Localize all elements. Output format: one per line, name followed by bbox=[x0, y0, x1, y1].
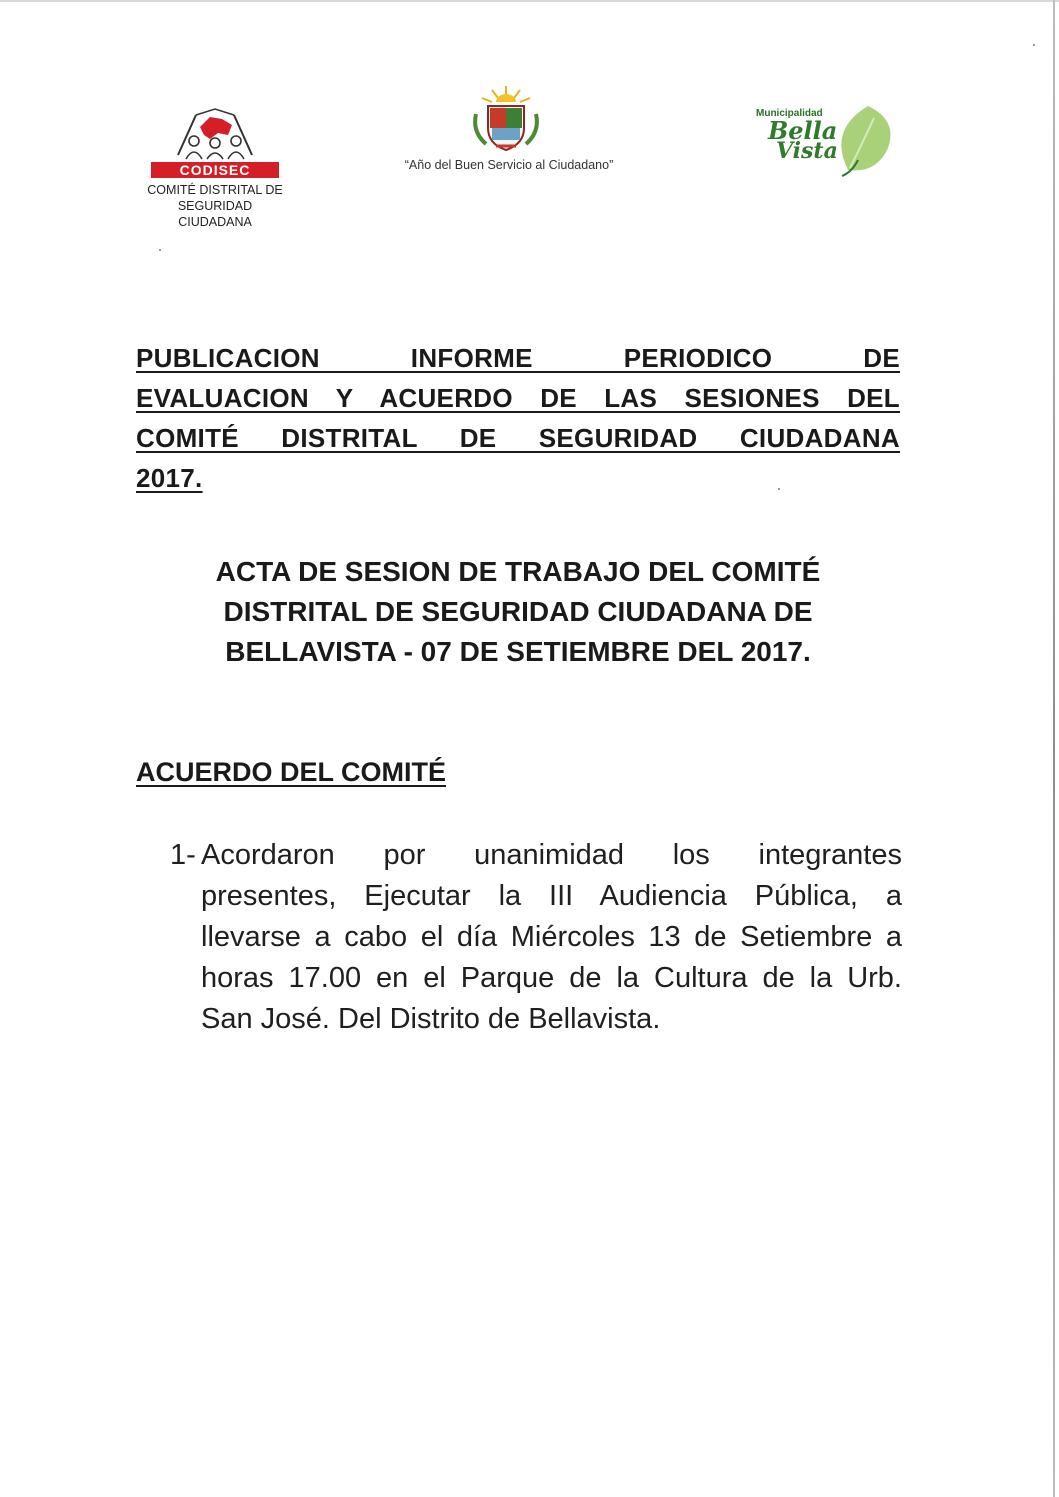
coat-of-arms-icon bbox=[466, 84, 546, 154]
letterhead bbox=[0, 0, 1059, 230]
codisec-name: CODISEC bbox=[151, 162, 279, 178]
codisec-subtitle-line1: COMITÉ DISTRITAL DE SEGURIDAD bbox=[147, 183, 283, 213]
session-act-heading bbox=[150, 552, 886, 672]
codisec-logo-icon bbox=[160, 105, 270, 161]
title-line: PUBLICACION INFORME PERIODICO DE bbox=[136, 343, 900, 373]
motto: “Año del Buen Servicio al Ciudadano” bbox=[404, 158, 614, 172]
agreement-line: San José. Del Distrito de Bellavista. bbox=[201, 1003, 661, 1035]
title-line: 2017. bbox=[136, 463, 203, 493]
agreement-line: llevarse a cabo el día Miércoles 13 de Setiembre a bbox=[201, 921, 902, 953]
codisec-subtitle-line2: CIUDADANA bbox=[178, 215, 252, 229]
title-line: EVALUACION Y ACUERDO DE LAS SESIONES DEL bbox=[136, 383, 900, 413]
document-title bbox=[136, 338, 900, 498]
municipality-name-line1: Bella bbox=[768, 116, 838, 145]
acta-line: BELLAVISTA - 07 DE SETIEMBRE DEL 2017. bbox=[225, 636, 811, 667]
title-line: COMITÉ DISTRITAL DE SEGURIDAD CIUDADANA bbox=[136, 423, 900, 453]
bellavista-logo bbox=[748, 100, 898, 184]
municipality-label: Municipalidad bbox=[756, 108, 823, 119]
scan-speck bbox=[159, 249, 161, 251]
agreement-heading: ACUERDO DEL COMITÉ bbox=[136, 757, 447, 787]
codisec-logo bbox=[110, 105, 320, 230]
acta-line: DISTRITAL DE SEGURIDAD CIUDADANA DE bbox=[223, 596, 813, 627]
agreement-number: 1- bbox=[170, 839, 196, 871]
acta-line: ACTA DE SESION DE TRABAJO DEL COMITÉ bbox=[215, 556, 821, 587]
scan-speck bbox=[1033, 44, 1035, 46]
agreement-line: presentes, Ejecutar la III Audiencia Pública, a bbox=[201, 880, 902, 912]
agreement-line: Acordaron por unanimidad los integrantes bbox=[201, 839, 902, 871]
agreement-text bbox=[201, 835, 902, 1040]
leaf-icon bbox=[828, 100, 898, 180]
agreement-line: horas 17.00 en el Parque de la Cultura de la Urb. bbox=[201, 962, 902, 994]
municipality-name-line2: Vista bbox=[776, 138, 838, 164]
